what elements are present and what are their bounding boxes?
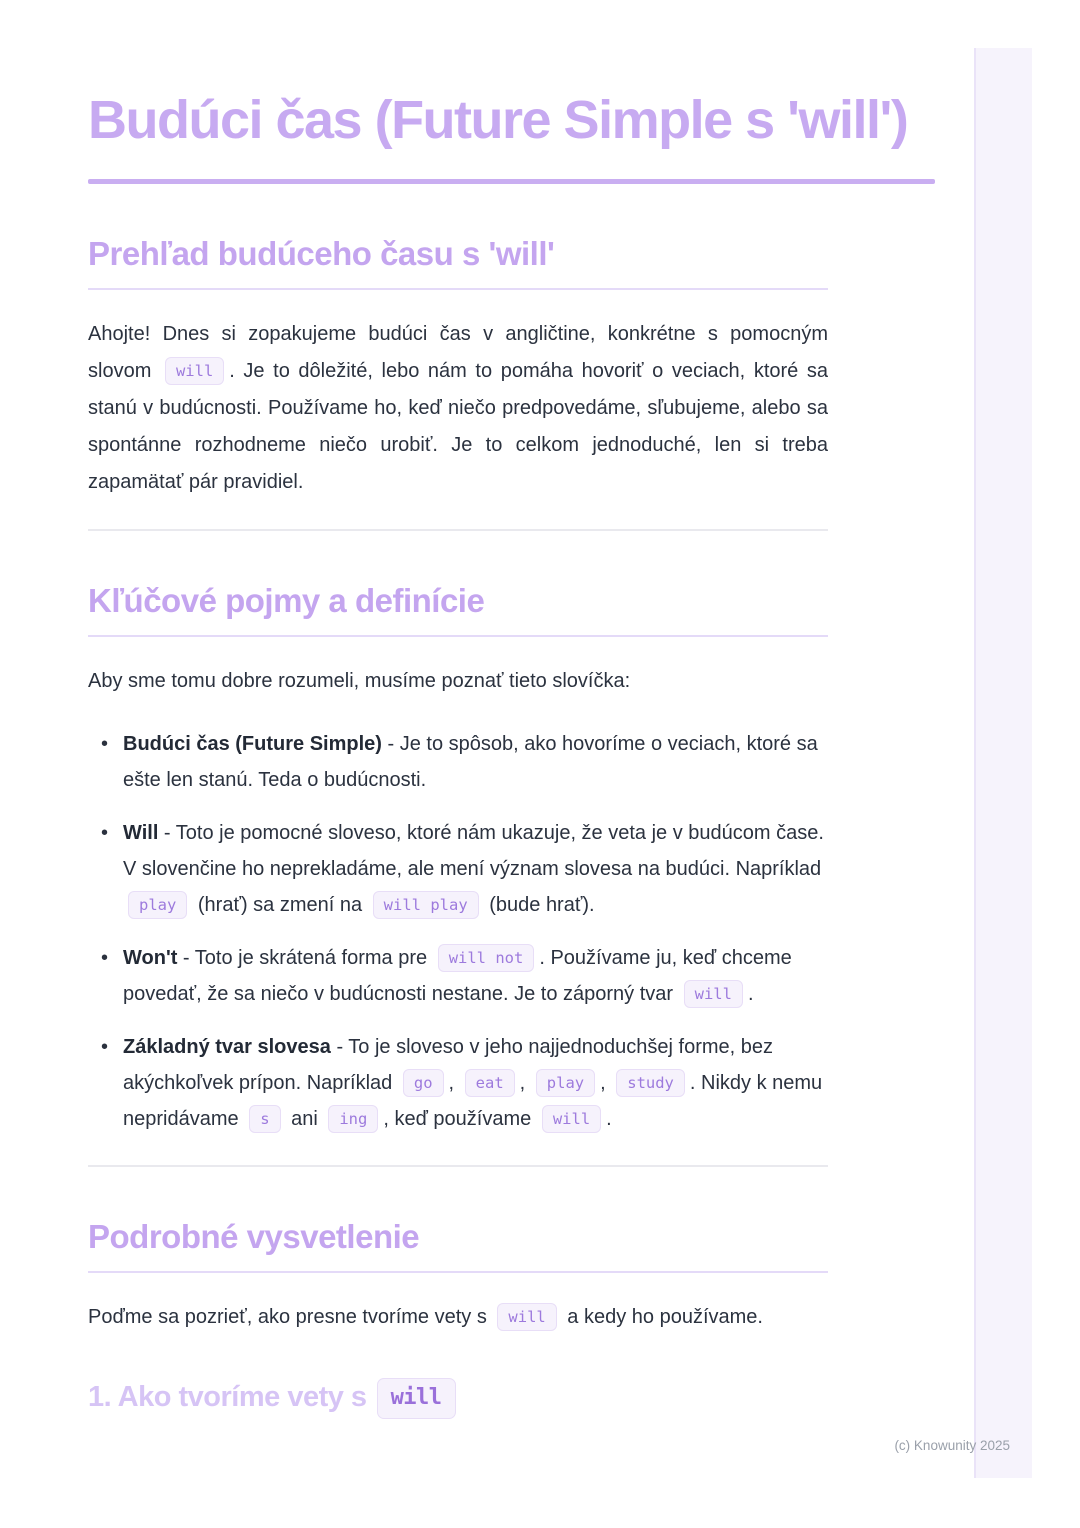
section-divider (88, 529, 828, 531)
page-title: Budúci čas (Future Simple s 'will') (88, 90, 908, 150)
inline-code-chip: go (403, 1069, 444, 1097)
section-divider (88, 1165, 828, 1167)
inline-code-chip: will (684, 980, 743, 1008)
page-accent-bar (974, 48, 1032, 1478)
inline-code-chip: will play (373, 891, 479, 919)
inline-code-chip: study (616, 1069, 685, 1097)
key-term: Budúci čas (Future Simple) (123, 733, 382, 755)
title-rule (88, 179, 935, 184)
list-item-future-simple: • Budúci čas (Future Simple) - Je to spôsob, ako hovoríme o veciach, ktoré sa ešte len stanú. Teda o budúcnosti. (123, 726, 828, 798)
section-heading-overview: Prehľad budúceho času s 'will' (88, 235, 555, 272)
key-terms-lead: Aby sme tomu dobre rozumeli, musíme poznať tieto slovíčka: (88, 670, 631, 692)
inline-code-chip: will (497, 1303, 556, 1331)
section-heading-key-terms: Kľúčové pojmy a definície (88, 582, 485, 619)
inline-code-chip: eat (465, 1069, 515, 1097)
inline-code-chip: s (249, 1105, 280, 1133)
inline-code-chip: play (128, 891, 187, 919)
overview-paragraph: Ahojte! Dnes si zopakujeme budúci čas v angličtine, konkrétne s pomocným slovom will . Je to dôležité, lebo nám to pomáha hovoriť o veciach, ktoré sa stanú v budúcnosti. Používame ho, keď niečo predpovedáme, sľubujeme, alebo sa spontánne rozhodneme niečo urobiť. Je to celkom jednoduché, len si treba zapamätať pár pravidiel. (88, 323, 828, 493)
document-body (88, 88, 935, 1421)
key-terms-list (88, 726, 828, 1137)
details-paragraph: Poďme sa pozrieť, ako presne tvoríme vety s will a kedy ho používame. (88, 1299, 828, 1336)
section-heading-details: Podrobné vysvetlenie (88, 1218, 420, 1255)
key-term: Will (123, 822, 159, 844)
key-term: Základný tvar slovesa (123, 1036, 331, 1058)
inline-code-chip: will (542, 1105, 601, 1133)
list-item-will: • Will - Toto je pomocné sloveso, ktoré nám ukazuje, že veta je v budúcom čase. V slovenčine ho neprekladáme, ale mení význam slovesa na budúci. Napríklad play (hrať) sa zmení na will play (bude hrať). (123, 815, 828, 923)
section-details (88, 1217, 935, 1421)
heading-rule (88, 288, 828, 290)
heading-rule (88, 635, 828, 637)
inline-code-chip: will (377, 1378, 456, 1419)
key-term: Won't (123, 947, 178, 969)
section-key-terms (88, 581, 935, 1167)
subsection-heading-forming-sentences: 1. Ako tvoríme vety s will (88, 1378, 935, 1421)
inline-code-chip: will not (438, 944, 535, 972)
inline-code-chip: ing (328, 1105, 378, 1133)
list-item-wont: • Won't - Toto je skrátená forma pre will not . Používame ju, keď chceme povedať, že sa niečo v budúcnosti nestane. Je to záporný tvar will . (123, 940, 828, 1012)
inline-code-chip: will (165, 357, 224, 385)
list-item-base-verb: • Základný tvar slovesa - To je sloveso v jeho najjednoduchšej forme, bez akýchkoľvek prípon. Napríklad go , eat , play , study . Nikdy k nemu nepridávame s ani ing , keď používame will . (123, 1029, 828, 1137)
heading-rule (88, 1271, 828, 1273)
section-overview (88, 234, 935, 531)
copyright-footer: (c) Knowunity 2025 (894, 1438, 1010, 1453)
inline-code-chip: play (536, 1069, 595, 1097)
